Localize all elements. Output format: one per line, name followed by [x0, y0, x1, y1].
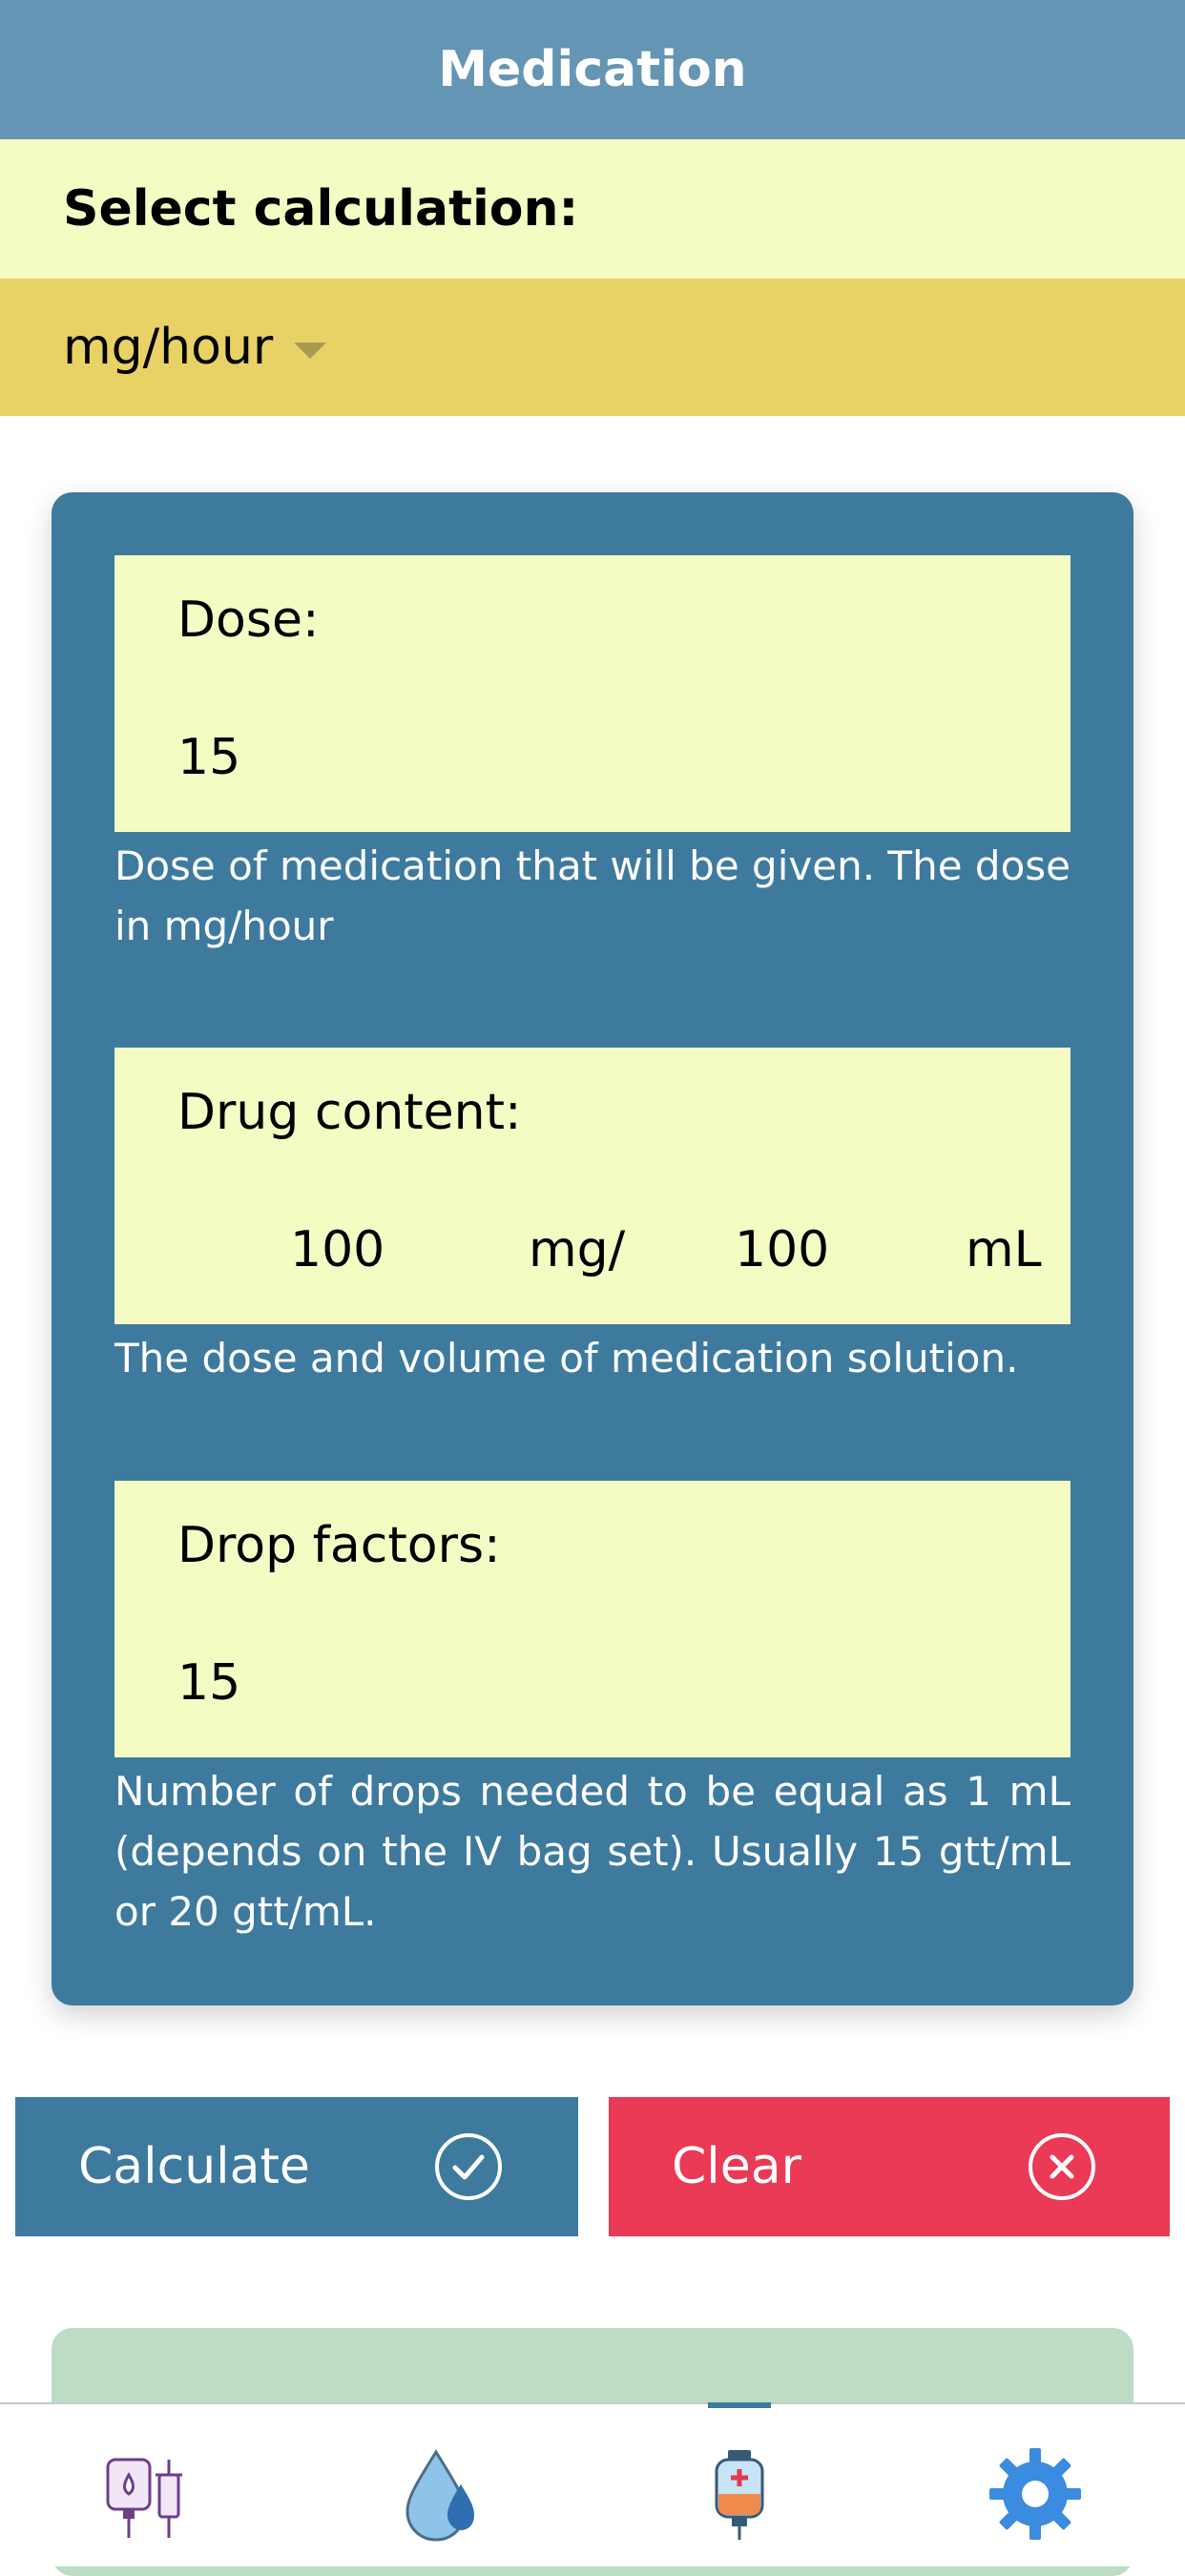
- drug-content-field: [114, 1048, 1071, 1324]
- drug-volume-input[interactable]: 100: [735, 1221, 830, 1278]
- clear-button-label: Clear: [672, 2138, 801, 2195]
- dose-help-text: Dose of medication that will be given. The dose in mg/hour: [114, 842, 1071, 949]
- drug-dose-input[interactable]: 100: [290, 1221, 385, 1278]
- dose-field[interactable]: [114, 555, 1071, 832]
- select-calculation-label: Select calculation:: [63, 180, 579, 238]
- dose-input[interactable]: 15: [177, 729, 241, 786]
- drop-factors-input[interactable]: 15: [177, 1654, 241, 1712]
- drop-factors-field[interactable]: [114, 1481, 1071, 1757]
- calculation-dropdown[interactable]: [0, 279, 1185, 416]
- check-circle-icon: [435, 2133, 502, 2200]
- drug-content-help-text: The dose and volume of medication solution.: [114, 1335, 1019, 1381]
- calculate-button[interactable]: [15, 2097, 578, 2236]
- tab-medication[interactable]: [592, 2404, 887, 2566]
- dose-label: Dose:: [177, 592, 320, 649]
- calculate-button-label: Calculate: [78, 2138, 310, 2195]
- page-title: Medication: [438, 41, 747, 98]
- drug-content-label: Drug content:: [177, 1084, 522, 1141]
- select-calculation-bar: [0, 139, 1185, 279]
- clear-button[interactable]: [609, 2097, 1170, 2236]
- tab-settings[interactable]: [887, 2404, 1183, 2566]
- drug-dose-unit: mg/: [529, 1221, 626, 1278]
- bottom-tab-bar: [0, 2402, 1185, 2566]
- close-circle-icon: [1029, 2133, 1095, 2200]
- tab-iv-drip[interactable]: [0, 2404, 296, 2566]
- input-card: [52, 492, 1133, 2005]
- drug-volume-unit: mL: [966, 1221, 1042, 1278]
- app-header: [0, 0, 1185, 139]
- tab-drops[interactable]: [296, 2404, 592, 2566]
- settings-gear-icon: [988, 2446, 1083, 2542]
- iv-syringe-icon: [100, 2446, 196, 2542]
- calculation-dropdown-value: mg/hour: [63, 319, 274, 376]
- caret-down-icon: [294, 343, 326, 359]
- drop-factors-label: Drop factors:: [177, 1517, 501, 1574]
- drop-factors-help-text: Number of drops needed to be equal as 1 mL (depends on the IV bag set). Usually 15 gtt/mL or 20 gtt/mL.: [114, 1768, 1071, 1935]
- drops-icon: [396, 2446, 491, 2542]
- iv-bag-icon: [692, 2446, 787, 2542]
